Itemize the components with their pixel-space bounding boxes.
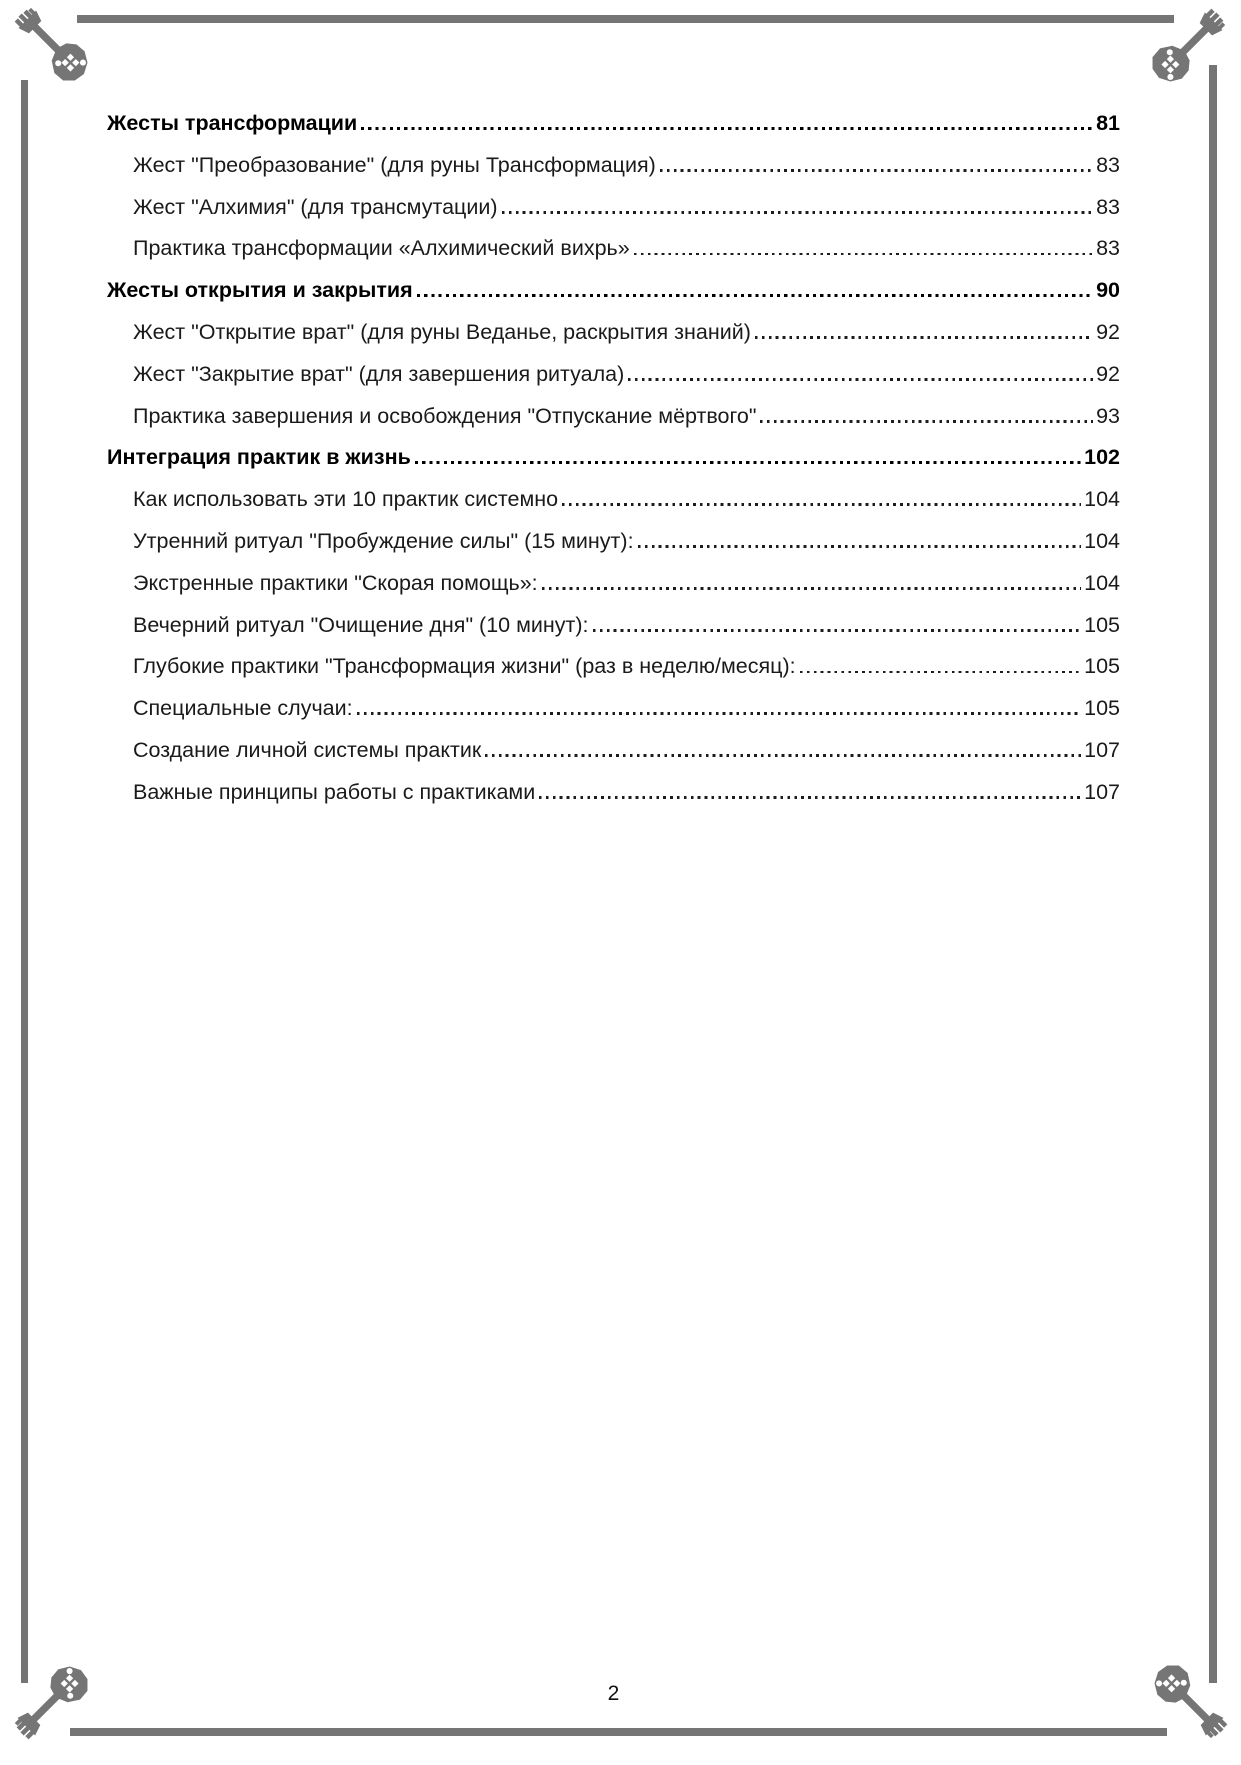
key-ornament-icon (1123, 1635, 1241, 1765)
toc-leader-dots (634, 253, 1093, 256)
toc-entry[interactable] (107, 571, 1120, 613)
toc-entry-page: 107 (1084, 737, 1120, 762)
toc-entry-label: Жесты трансформации (107, 111, 358, 135)
page-number: 2 (607, 1682, 620, 1705)
toc-entry-label: Жест "Закрытие врат" (для завершения ритуала) (133, 361, 625, 386)
toc-entry[interactable] (107, 613, 1120, 655)
toc-leader-dots (542, 587, 1081, 590)
toc-entry-page: 104 (1084, 487, 1120, 512)
toc-entry-label: Специальные случаи: (133, 696, 353, 721)
toc-leader-dots (361, 127, 1093, 131)
toc-entry[interactable] (107, 236, 1120, 278)
toc-entry[interactable] (107, 320, 1120, 362)
toc-leader-dots (417, 294, 1093, 298)
toc-entry-page: 90 (1096, 278, 1120, 303)
toc-entry[interactable] (107, 487, 1120, 529)
toc-entry-label: Создание личной системы практик (133, 737, 482, 762)
toc-entry-page: 105 (1084, 654, 1120, 679)
toc-entry[interactable] (107, 153, 1120, 195)
toc-entry-page: 83 (1096, 236, 1120, 261)
toc-entry-page: 105 (1084, 612, 1120, 637)
toc-entry-label: Как использовать эти 10 практик системно (133, 487, 559, 512)
toc-leader-dots (800, 671, 1082, 674)
key-ornament-icon (0, 1635, 118, 1765)
toc-leader-dots (415, 461, 1081, 465)
toc-entry-label: Глубокие практики "Трансформация жизни" (раз в неделю/месяц): (133, 654, 796, 679)
toc-entry[interactable] (107, 529, 1120, 571)
toc-entry-page: 93 (1096, 403, 1120, 428)
toc-entry-label: Жест "Преобразование" (для руны Трансформация) (133, 152, 656, 177)
toc-leader-dots (660, 169, 1093, 172)
toc-entry[interactable] (107, 445, 1120, 487)
toc-leader-dots (755, 336, 1093, 339)
table-of-contents (107, 111, 1120, 822)
toc-leader-dots (760, 420, 1093, 423)
toc-entry[interactable] (107, 278, 1120, 320)
toc-entry-label: Практика трансформации «Алхимический вихрь» (133, 236, 630, 261)
toc-leader-dots (593, 629, 1082, 632)
toc-entry-page: 104 (1084, 570, 1120, 595)
toc-leader-dots (562, 503, 1081, 506)
toc-entry[interactable] (107, 362, 1120, 404)
toc-leader-dots (628, 378, 1093, 381)
toc-entry[interactable] (107, 654, 1120, 696)
frame-border-right (1209, 65, 1217, 1683)
frame-border-top (77, 15, 1174, 23)
toc-entry-page: 83 (1096, 194, 1120, 219)
toc-entry-label: Практика завершения и освобождения "Отпускание мёртвого" (133, 403, 757, 428)
toc-entry-page: 102 (1084, 445, 1120, 470)
toc-entry-page: 83 (1096, 152, 1120, 177)
frame-border-bottom (70, 1728, 1167, 1736)
toc-entry-label: Жест "Открытие врат" (для руны Веданье, раскрытия знаний) (133, 319, 751, 344)
toc-entry-label: Жест "Алхимия" (для трансмутации) (133, 194, 498, 219)
toc-entry-page: 92 (1096, 319, 1120, 344)
toc-entry-label: Жесты открытия и закрытия (107, 278, 413, 303)
toc-leader-dots (638, 545, 1082, 548)
toc-entry-page: 104 (1084, 528, 1120, 553)
frame-border-left (21, 80, 28, 1683)
toc-entry-page: 107 (1084, 779, 1120, 804)
toc-leader-dots (539, 796, 1081, 799)
toc-leader-dots (485, 754, 1081, 757)
toc-entry-page: 92 (1096, 361, 1120, 386)
toc-entry-label: Утренний ритуал "Пробуждение силы" (15 минут): (133, 528, 634, 553)
toc-entry[interactable] (107, 195, 1120, 237)
toc-entry[interactable] (107, 404, 1120, 446)
toc-entry-page: 81 (1096, 111, 1120, 135)
toc-entry-label: Интеграция практик в жизнь (107, 445, 411, 470)
toc-leader-dots (357, 712, 1082, 715)
toc-entry-label: Важные принципы работы с практиками (133, 779, 536, 804)
toc-leader-dots (502, 211, 1094, 214)
toc-entry-page: 105 (1084, 696, 1120, 721)
toc-entry[interactable] (107, 111, 1120, 153)
toc-entry-label: Вечерний ритуал "Очищение дня" (10 минут): (133, 612, 589, 637)
toc-entry[interactable] (107, 780, 1120, 822)
toc-entry[interactable] (107, 696, 1120, 738)
toc-entry[interactable] (107, 738, 1120, 780)
toc-entry-label: Экстренные практики "Скорая помощь»: (133, 570, 538, 595)
